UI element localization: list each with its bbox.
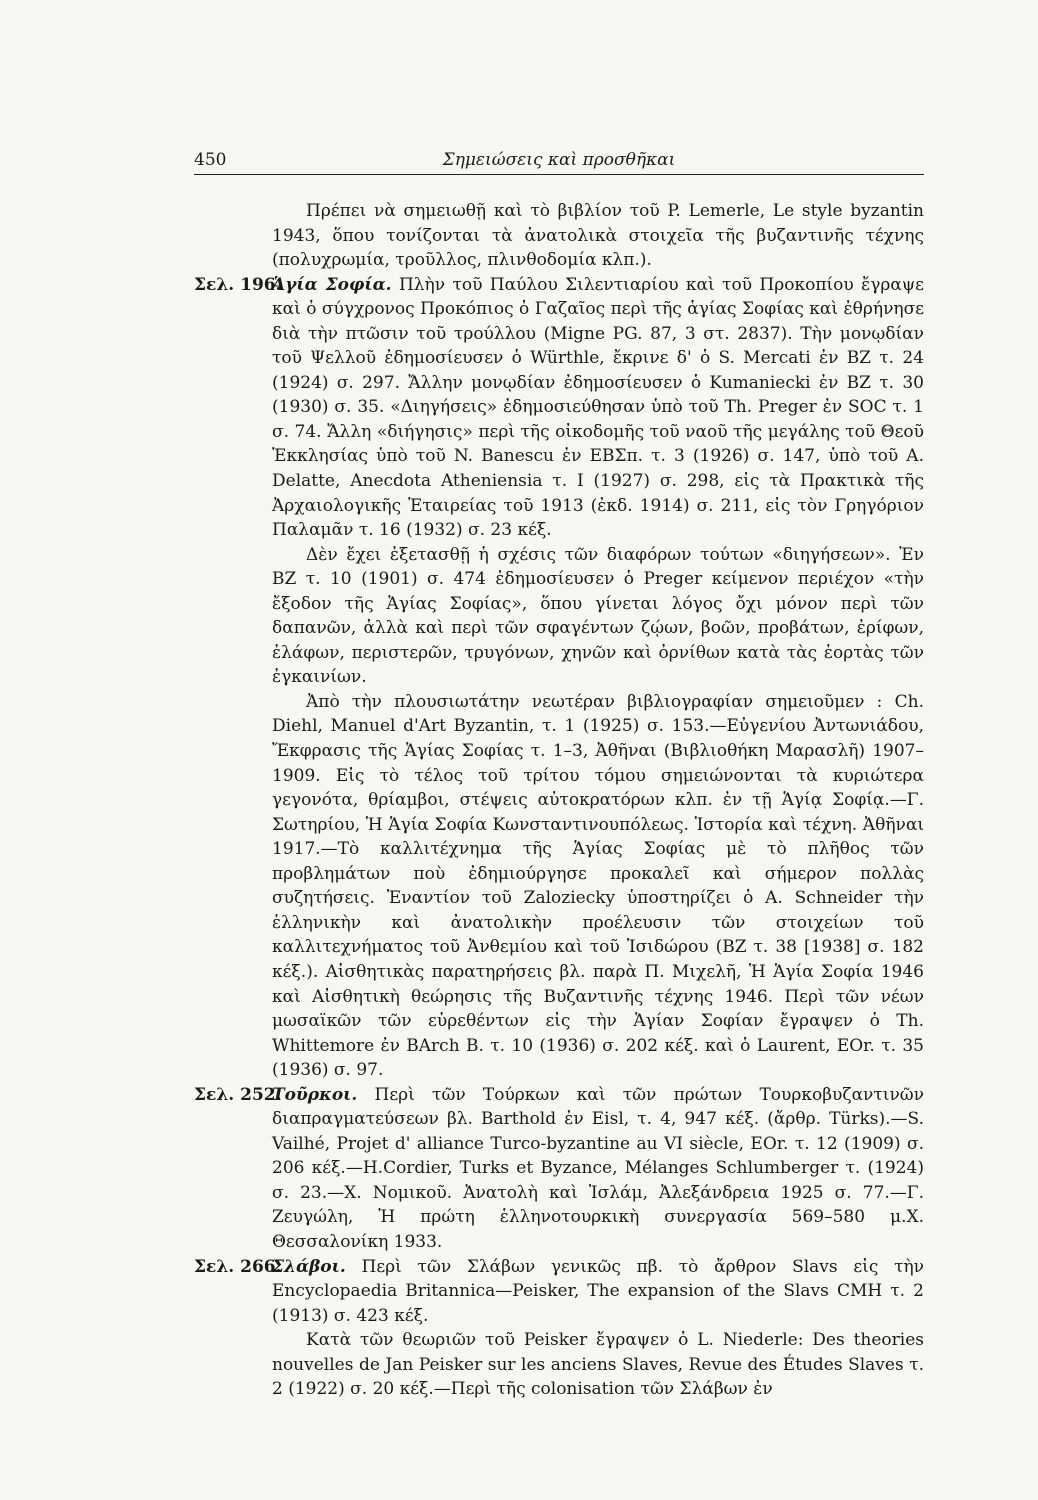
entry-page-252 [194,1083,924,1255]
page-number: 450 [194,150,227,170]
entry-text: Περὶ τῶν Σλάβων γενικῶς πβ. τὸ ἄρθρον Slavs εἰς τὴν Encyclopaedia Britannica—Peisker, The expansion of the Slavs CMH τ. 2 (1913) σ. 423 κέξ. [272,1256,924,1326]
running-title: Σημειώσεις καὶ προσθῆκαι [442,150,676,170]
entry-page-196 [194,273,924,543]
running-header [194,148,924,175]
page-body [194,199,924,1402]
entry-label: Σελ. 252. [194,1084,282,1105]
entry-label: Σελ. 196. [194,274,282,295]
entry-page-266 [194,1255,924,1329]
entry-title: Ἁγία Σοφία. [272,274,392,295]
entry-title: Σλάβοι. [272,1256,346,1277]
intro-paragraph: Πρέπει νὰ σημειωθῇ καὶ τὸ βιβλίον τοῦ P. Lemerle, Le style byzantin 1943, ὅπου τονίζονται τὰ ἀνατολικὰ στοιχεῖα τῆς βυζαντινῆς τέχνης (πολυχρωμία, τροῦλλος, πλινθοδομία κλπ.). [272,201,924,271]
entry-title: Τοῦρκοι. [272,1084,358,1105]
entry-266-paragraph-1: Κατὰ τῶν θεωριῶν τοῦ Peisker ἔγραψεν ὁ L. Niederle: Des theories nouvelles de Jan Peisker sur les anciens Slaves, Revue des Études Slaves τ. 2 (1922) σ. 20 κέξ.—Περὶ τῆς colonisation τῶν Σλάβων ἐν [272,1330,924,1400]
entry-196-paragraph-1: Δὲν ἔχει ἐξετασθῇ ἡ σχέσις τῶν διαφόρων τούτων «διηγήσεων». Ἐν BZ τ. 10 (1901) σ. 474 ἐδημοσίευσεν ὁ Preger κείμενον περιέχον «τὴν ἔξοδον τῆς Ἁγίας Σοφίας», ὅπου γίνεται λόγος ὄχι μόνον περὶ τῶν δαπανῶν, ἀλλὰ καὶ περὶ τῶν σφαγέντων ζῴων, βοῶν, προβάτων, ἐρίφων, ἐλάφων, περιστερῶν, τρυγόνων, χηνῶν καὶ ὀρνίθων κατὰ τὰς ἑορτὰς τῶν ἐγκαινίων. [272,544,924,688]
entry-text: Περὶ τῶν Τούρκων καὶ τῶν πρώτων Τουρκοβυζαντινῶν διαπραγματεύσεων βλ. Barthold ἐν Eisl, τ. 4, 947 κέξ. (ἄρθρ. Türks).—S. Vailhé, Projet d' alliance Turco-byzantine au VI siècle, EOr. τ. 12 (1909) σ. 206 κέξ.—H.Cordier, Turks et Byzance, Mélanges Schlumberger τ. (1924) σ. 23.—Χ. Νομικοῦ. Ἀνατολὴ καὶ Ἰσλάμ, Ἀλεξάνδρεια 1925 σ. 77.—Γ. Ζευγώλη, Ἡ πρώτη ἑλληνοτουρκικὴ συνεργασία 569–580 μ.Χ. Θεσσαλονίκη 1933. [272,1084,924,1252]
entry-text: Πλὴν τοῦ Παύλου Σιλεντιαρίου καὶ τοῦ Προκοπίου ἔγραψε καὶ ὁ σύγχρονος Προκόπιος ὁ Γαζαῖος περὶ τῆς ἁγίας Σοφίας καὶ ἐθρήνησε διὰ τὴν πτῶσιν τοῦ τρούλλου (Migne PG. 87, 3 στ. 2837). Τὴν μονῳδίαν τοῦ Ψελλοῦ ἐδημοσίευσεν ὁ Würthle, ἔκρινε δ' ὁ S. Mercati ἐν BZ τ. 24 (1924) σ. 297. Ἄλλην μονῳδίαν ἐδημοσίευσεν ὁ Kumaniecki ἐν BZ τ. 30 (1930) σ. 35. «Διηγήσεις» ἐδημοσιεύθησαν ὑπὸ τοῦ Th. Preger ἐν SOC τ. 1 σ. 74. Ἄλλη «διήγησις» περὶ τῆς οἰκοδομῆς τοῦ ναοῦ τῆς μεγάλης τοῦ Θεοῦ Ἐκκλησίας ὑπὸ τοῦ N. Banescu ἐν ΕΒΣπ. τ. 3 (1926) σ. 147, ὑπὸ τοῦ A. Delatte, Anecdota Atheniensia τ. I (1927) σ. 298, εἰς τὰ Πρακτικὰ τῆς Ἀρχαιολογικῆς Ἑταιρείας τοῦ 1913 (ἐκδ. 1914) σ. 211, εἰς τὸν Γρηγόριον Παλαμᾶν τ. 16 (1932) σ. 23 κέξ. [272,274,924,541]
entry-196-paragraph-2: Ἀπὸ τὴν πλουσιωτάτην νεωτέραν βιβλιογραφίαν σημειοῦμεν : Ch. Diehl, Manuel d'Art Byzantin, τ. 1 (1925) σ. 153.—Εὐγενίου Ἀντωνιάδου, Ἔκφρασις τῆς Ἁγίας Σοφίας τ. 1–3, Ἀθῆναι (Βιβλιοθήκη Μαρασλῆ) 1907–1909. Εἰς τὸ τέλος τοῦ τρίτου τόμου σημειώνονται τὰ κυριώτερα γεγονότα, θρίαμβοι, στέψεις αὐτοκρατόρων κλπ. ἐν τῇ Ἁγίᾳ Σοφίᾳ.—Γ. Σωτηρίου, Ἡ Ἁγία Σοφία Κωνσταντινουπόλεως. Ἱστορία καὶ τέχνη. Ἀθῆναι 1917.—Τὸ καλλιτέχνημα τῆς Ἁγίας Σοφίας μὲ τὸ πλῆθος τῶν προβλημάτων ποὺ ἐδημιούργησε προκαλεῖ καὶ σήμερον πολλὰς συζητήσεις. Ἐναντίον τοῦ Zaloziecky ὑποστηρίζει ὁ A. Schneider τὴν ἑλληνικὴν καὶ ἀνατολικὴν προέλευσιν τῶν στοιχείων τοῦ καλλιτεχνήματος τοῦ Ἀνθεμίου καὶ τοῦ Ἰσιδώρου (BZ τ. 38 [1938] σ. 182 κέξ.). Αἰσθητικὰς παρατηρήσεις βλ. παρὰ Π. Μιχελῆ, Ἡ Ἁγία Σοφία 1946 καὶ Αἰσθητικὴ θεώρησις τῆς Βυζαντινῆς τέχνης 1946. Περὶ τῶν νέων μωσαϊκῶν τῶν εὑρεθέντων εἰς τὴν Ἁγίαν Σοφίαν ἔγραψεν ὁ Th. Whittemore ἐν BArch B. τ. 10 (1936) σ. 202 κέξ. καὶ ὁ Laurent, EOr. τ. 35 (1936) σ. 97. [272,691,924,1081]
entry-label: Σελ. 266. [194,1256,282,1277]
